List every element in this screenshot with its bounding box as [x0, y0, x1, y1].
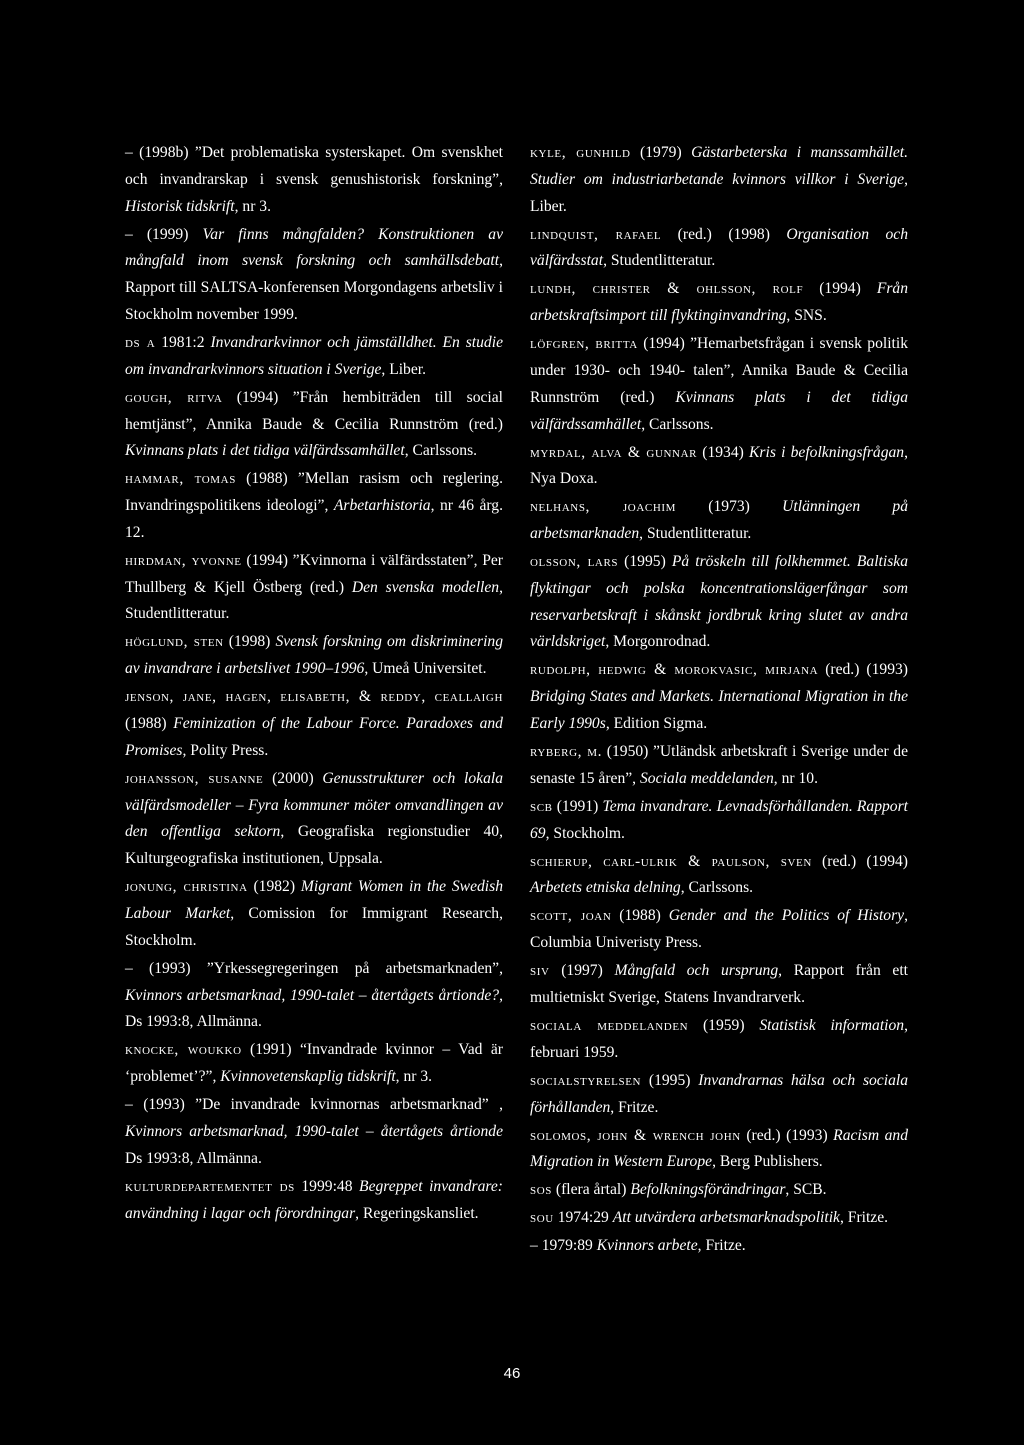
reference-text: (1998): [223, 633, 276, 651]
reference-title: Organisation och välfärdsstat: [530, 225, 908, 270]
reference-entry: [530, 1013, 908, 1067]
reference-entry: [530, 1123, 908, 1177]
reference-publisher: , Regeringskansliet.: [355, 1204, 479, 1222]
reference-entry: [530, 1068, 908, 1122]
reference-text: – (1993) ”De invandrade kvinnornas arbetsmarknad” ,: [125, 1096, 503, 1114]
reference-entry: [125, 1037, 503, 1091]
reference-author: scb: [530, 797, 553, 815]
reference-title: Kvinnans plats i det tidiga välfärdssamhället: [530, 388, 908, 433]
reference-publisher: , Carlssons.: [404, 442, 478, 460]
reference-entry: [530, 958, 908, 1012]
reference-publisher: , Liber.: [530, 170, 908, 215]
reference-entry: [530, 794, 908, 848]
reference-entry: [530, 440, 908, 494]
reference-text: (1988): [125, 715, 174, 733]
reference-publisher: , nr 3.: [395, 1068, 433, 1086]
reference-title: Racism and Migration in Western Europe: [530, 1126, 908, 1171]
reference-publisher: , Liber.: [381, 360, 427, 378]
reference-publisher: , nr 3.: [234, 197, 271, 215]
reference-title: Sociala meddelanden: [639, 769, 774, 787]
reference-title: Invandrarkvinnor och jämställdhet. En studie om invandrarkvinnors situation i Sverige: [125, 333, 503, 378]
reference-entry: [125, 330, 503, 384]
reference-title: Att utvärdera arbetsmarknadspolitik: [612, 1209, 840, 1227]
reference-title: Bridging States and Markets. International Migration in the Early 1990s: [530, 688, 908, 733]
reference-title: Kris i befolkningsfrågan: [749, 443, 905, 461]
reference-title: Mångfald och ursprung: [614, 962, 779, 980]
reference-publisher: , Studentlitteratur.: [125, 578, 503, 623]
reference-text: (red.) (1994): [811, 852, 908, 870]
reference-publisher: , nr 10.: [773, 769, 818, 787]
reference-author: olsson, lars: [530, 553, 619, 571]
reference-title: Gästarbeterska i manssamhället. Studier om industriarbetande kvinnors villkor i Sverige: [530, 144, 908, 188]
reference-text: (1950) ”Utländsk arbetskraft i Sverige under de senaste 15 åren”,: [530, 743, 908, 787]
reference-author: sociala meddelanden: [530, 1016, 689, 1034]
reference-author: siv: [530, 962, 550, 980]
reference-text: (1994): [803, 280, 877, 298]
reference-title: Statistisk information: [759, 1016, 905, 1034]
reference-text: (1995): [641, 1071, 699, 1089]
reference-publisher: , SCB.: [785, 1181, 827, 1199]
reference-entry: [530, 331, 908, 438]
reference-entry: [530, 739, 908, 793]
reference-author: lundh, christer & ohlsson, rolf: [530, 280, 804, 298]
reference-publisher: , Carlssons.: [641, 415, 714, 433]
reference-title: Från arbetskraftsimport till flyktinginvandring: [530, 280, 908, 325]
reference-text: (2000): [263, 769, 323, 787]
reference-title: Historisk tidskrift: [125, 197, 235, 215]
reference-publisher: Ds 1993:8, Allmänna.: [125, 1149, 262, 1167]
reference-entry: [530, 849, 908, 903]
reference-author: lindquist, rafael: [530, 225, 662, 243]
reference-author: socialstyrelsen: [530, 1071, 642, 1089]
reference-publisher: , Geografiska regionstudier 40, Kulturgeografiska institutionen, Uppsala.: [125, 823, 503, 868]
reference-text: 1981:2: [155, 333, 211, 351]
reference-text: 1999:48: [294, 1177, 360, 1195]
reference-title: Den svenska modellen: [351, 578, 500, 596]
reference-text: (1988) ”Mellan rasism och reglering. Invandringspolitikens ideologi”,: [125, 470, 503, 515]
reference-entry: [530, 657, 908, 737]
reference-title: Var finns mångfalden? Konstruktionen av mångfald inom svensk forskning och samhällsdebatt: [125, 225, 503, 270]
reference-publisher: , Fritze.: [610, 1098, 659, 1116]
reference-publisher: , nr 46 årg. 12.: [125, 497, 503, 541]
reference-entry: [125, 140, 503, 220]
reference-entry: [125, 385, 503, 465]
reference-text: (1991) “Invandrade kvinnor – Vad är ‘problemet’?”,: [125, 1041, 503, 1086]
reference-publisher: , Morgonrodnad.: [605, 633, 711, 651]
reference-entry: [125, 222, 503, 329]
reference-text: (red.) (1993): [818, 661, 908, 679]
reference-entry: [125, 684, 503, 764]
reference-author: schierup, carl-ulrik & paulson, sven: [530, 852, 812, 870]
reference-entry: [530, 276, 908, 330]
reference-publisher: , Berg Publishers.: [712, 1153, 823, 1171]
reference-author: sos: [530, 1181, 552, 1199]
reference-title: Invandrarnas hälsa och sociala förhållanden: [530, 1071, 908, 1116]
reference-text: (1973): [676, 498, 783, 516]
reference-entry: [530, 222, 908, 276]
reference-publisher: , Carlssons.: [680, 879, 754, 897]
reference-author: ds a: [125, 333, 156, 351]
reference-entry: [530, 1205, 908, 1232]
reference-text: (1994) ”Kvinnorna i välfärdsstaten”, Per Thullberg & Kjell Östberg (red.): [125, 551, 503, 596]
reference-publisher: , Edition Sigma.: [605, 715, 708, 733]
reference-entry: [530, 549, 908, 656]
reference-author: löfgren, britta: [530, 335, 638, 353]
reference-author: ryberg, m.: [530, 743, 603, 761]
reference-author: kyle, gunhild: [530, 144, 631, 161]
reference-title: Kvinnovetenskaplig tidskrift: [220, 1068, 396, 1086]
reference-title: Tema invandrare. Levnadsförhållanden. Rapport 69: [530, 797, 908, 842]
reference-publisher: , Polity Press.: [182, 741, 269, 759]
reference-entry: [125, 956, 503, 1036]
reference-title: Kvinnans plats i det tidiga välfärdssamhället: [125, 442, 405, 460]
reference-title: Utlänningen på arbetsmarknaden: [530, 498, 908, 543]
reference-publisher: , Stockholm.: [545, 824, 625, 842]
reference-publisher: , Umeå Universitet.: [364, 660, 487, 678]
reference-publisher: , Nya Doxa.: [530, 443, 909, 488]
reference-text: (1982): [247, 878, 301, 896]
reference-text: – (1998b) ”Det problematiska systerskapet. Om svenskhet och invandrarskap i svensk genushistorisk forskning”,: [125, 144, 503, 188]
reference-author: knocke, woukko: [125, 1041, 242, 1059]
reference-entry: [125, 629, 503, 683]
reference-title: Migrant Women in the Swedish Labour Market: [125, 878, 503, 922]
reference-entry: [125, 1092, 503, 1172]
reference-publisher: , SNS.: [786, 307, 827, 325]
reference-text: (1994) ”Hemarbetsfrågan i svensk politik under 1930- och 1940- talen”, Annika Baude & Cecilia Runnström (red.): [530, 335, 908, 406]
reference-text: (red.) (1998): [661, 225, 787, 243]
reference-author: jenson, jane, hagen, elisabeth, & reddy, ceallaigh: [125, 688, 503, 706]
reference-text: (1988): [611, 907, 669, 925]
reference-publisher: , februari 1959.: [530, 1016, 908, 1061]
reference-publisher: , Studentlitteratur.: [639, 525, 752, 543]
reference-publisher: , Fritze.: [839, 1209, 889, 1227]
reference-entry: [530, 140, 908, 220]
reference-author: jonung, christina: [125, 878, 248, 896]
reference-entry: [125, 548, 503, 628]
reference-text: (1997): [549, 962, 615, 980]
reference-entry: [530, 494, 908, 548]
reference-title: Begreppet invandrare: användning i lagar och förordningar: [125, 1177, 503, 1222]
reference-entry: [125, 766, 503, 873]
reference-title: Gender and the Politics of History: [668, 907, 905, 925]
reference-publisher: , Rapport till SALTSA-konferensen Morgondagens arbetsliv i Stockholm november 1999.: [125, 252, 503, 323]
reference-author: nelhans, joachim: [530, 498, 677, 516]
reference-author: solomos, john & wrench john: [530, 1126, 741, 1144]
reference-entry: [125, 874, 503, 954]
reference-author: kulturdepartementet ds: [125, 1177, 295, 1195]
reference-entry: [530, 1233, 908, 1260]
reference-title: Arbetets etniska delning: [530, 879, 681, 897]
reference-title: På tröskeln till folkhemmet. Baltiska flyktingar och polska koncentrationslägerfångar som reservarbetskraft i skånskt jordbruk kring slutet av andra världskriget: [530, 553, 908, 651]
reference-text: 1974:29: [553, 1209, 613, 1227]
reference-title: Kvinnors arbete: [596, 1237, 698, 1255]
reference-title: Svensk forskning om diskriminering av invandrare i arbetslivet 1990–1996: [125, 633, 503, 678]
reference-title: Genusstrukturer och lokala välfärdsmodeller – Fyra kommuner möter omvandlingen av den offentliga sektorn: [125, 769, 503, 841]
reference-author: sou: [530, 1209, 554, 1227]
left-column: [125, 140, 503, 1229]
reference-text: – (1999): [125, 225, 203, 243]
reference-publisher: , Fritze.: [697, 1237, 746, 1255]
reference-text: (1959): [688, 1016, 760, 1034]
reference-title: Kvinnors arbetsmarknad, 1990-talet – återtågets årtionde: [125, 1122, 503, 1140]
reference-title: Feminization of the Labour Force. Paradoxes and Promises: [125, 715, 503, 759]
reference-author: johansson, susanne: [125, 769, 264, 787]
reference-author: myrdal, alva & gunnar: [530, 443, 698, 461]
reference-entry: [530, 903, 908, 957]
reference-text: (flera årtal): [551, 1181, 631, 1199]
reference-text: – (1993) ”Yrkessegregeringen på arbetsmarknaden”,: [125, 959, 503, 977]
reference-author: scott, joan: [530, 907, 612, 925]
reference-entry: [125, 1174, 503, 1228]
page-number: 46: [503, 1365, 521, 1382]
reference-author: rudolph, hedwig & morokvasic, mirjana: [530, 661, 819, 679]
reference-author: hirdman, yvonne: [125, 551, 242, 569]
reference-title: Befolkningsförändringar: [630, 1181, 786, 1199]
reference-title: Arbetarhistoria: [333, 497, 431, 515]
reference-text: (1991): [552, 797, 603, 815]
reference-publisher: , Studentlitteratur.: [603, 252, 716, 270]
reference-author: gough, ritva: [125, 388, 223, 406]
reference-text: (1979): [630, 144, 692, 161]
reference-text: (1934): [697, 443, 750, 461]
reference-author: hammar, tomas: [125, 470, 236, 488]
reference-publisher: , Comission for Immigrant Research, Stockholm.: [125, 905, 503, 949]
reference-publisher: , Columbia Univeristy Press.: [530, 907, 908, 952]
right-column: [530, 140, 908, 1261]
reference-text: (1994) ”Från hembiträden till social hemtjänst”, Annika Baude & Cecilia Runnström (red.): [125, 388, 503, 433]
reference-publisher: , Ds 1993:8, Allmänna.: [125, 986, 503, 1031]
reference-text: (1995): [618, 553, 672, 571]
reference-publisher: , Rapport från ett multietniskt Sverige, Statens Invandrarverk.: [530, 962, 909, 1006]
reference-text: – 1979:89: [530, 1237, 597, 1255]
reference-entry: [125, 466, 503, 546]
reference-text: (red.) (1993): [740, 1126, 834, 1144]
reference-author: höglund, sten: [125, 633, 224, 651]
reference-title: Kvinnors arbetsmarknad, 1990-talet – återtågets årtionde?: [125, 986, 500, 1004]
reference-entry: [530, 1177, 908, 1204]
